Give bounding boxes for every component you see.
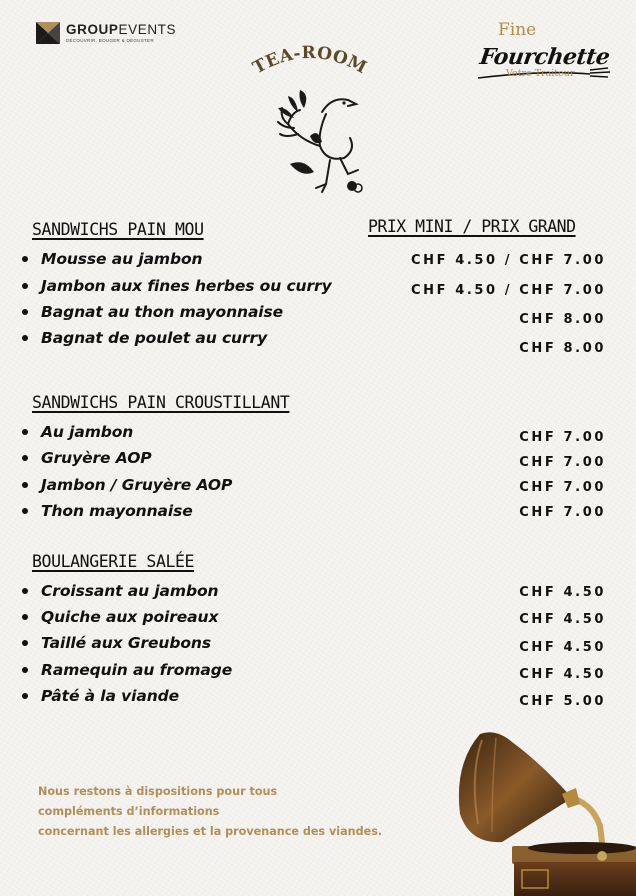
section-title: SANDWICHS PAIN MOU xyxy=(32,220,204,239)
list-item: Pâté à la viande xyxy=(22,687,179,705)
item-price: CHF 4.50 xyxy=(519,612,606,627)
fine-fourchette-logo xyxy=(474,18,614,90)
section-title: BOULANGERIE SALÉE xyxy=(32,552,195,571)
item-price: CHF 5.00 xyxy=(519,694,606,709)
footnote xyxy=(38,782,382,842)
item-price: CHF 4.50 / CHF 7.00 xyxy=(410,283,606,298)
list-item: Jambon aux fines herbes ou curry xyxy=(22,277,332,295)
list-item: Quiche aux poireaux xyxy=(22,608,218,626)
footnote-line: compléments d’informations xyxy=(38,805,220,818)
footnote-line: Nous restons à dispositions pour tous xyxy=(38,785,278,798)
svg-text:TEA-ROOM: TEA-ROOM xyxy=(249,42,371,79)
price-column-header: PRIX MINI / PRIX GRAND xyxy=(368,217,576,236)
list-item: Gruyère AOP xyxy=(22,449,152,467)
bird-illustration xyxy=(270,88,370,200)
list-item: Ramequin au fromage xyxy=(22,661,232,679)
item-price: CHF 4.50 xyxy=(519,640,606,655)
list-item: Jambon / Gruyère AOP xyxy=(22,476,232,494)
list-item: Au jambon xyxy=(22,423,133,441)
list-item: Croissant au jambon xyxy=(22,582,218,600)
item-price: CHF 4.50 / CHF 7.00 xyxy=(410,253,606,268)
item-price: CHF 7.00 xyxy=(519,455,606,470)
list-item: Bagnat au thon mayonnaise xyxy=(22,303,283,321)
brand-subtitle: Votre Traiteur xyxy=(506,68,575,79)
list-item: Bagnat de poulet au curry xyxy=(22,329,267,347)
item-price: CHF 7.00 xyxy=(519,480,606,495)
groupevents-logo xyxy=(36,22,176,44)
item-price: CHF 7.00 xyxy=(519,430,606,445)
list-item: Thon mayonnaise xyxy=(22,502,193,520)
section-title: SANDWICHS PAIN CROUSTILLANT xyxy=(32,393,290,412)
gramophone-illustration xyxy=(452,724,636,896)
item-price: CHF 4.50 xyxy=(519,585,606,600)
footnote-line: concernant les allergies et la provenance des viandes. xyxy=(38,825,383,838)
list-item: Taillé aux Greubons xyxy=(22,634,211,652)
brand-fine: Fine xyxy=(498,20,537,40)
item-price: CHF 4.50 xyxy=(519,667,606,682)
brand-name: GROUPEVENTS xyxy=(66,22,177,37)
item-price: CHF 8.00 xyxy=(519,341,606,356)
tea-room-title xyxy=(248,34,372,84)
list-item: Mousse au jambon xyxy=(22,250,202,268)
groupevents-logo-icon xyxy=(36,22,60,44)
brand-tagline: DÉCOUVRIR, BOUGER & DÉGUSTER xyxy=(66,38,154,43)
item-price: CHF 8.00 xyxy=(519,312,606,327)
item-price: CHF 7.00 xyxy=(519,505,606,520)
brand-fourchette: Fourchette xyxy=(478,44,612,70)
